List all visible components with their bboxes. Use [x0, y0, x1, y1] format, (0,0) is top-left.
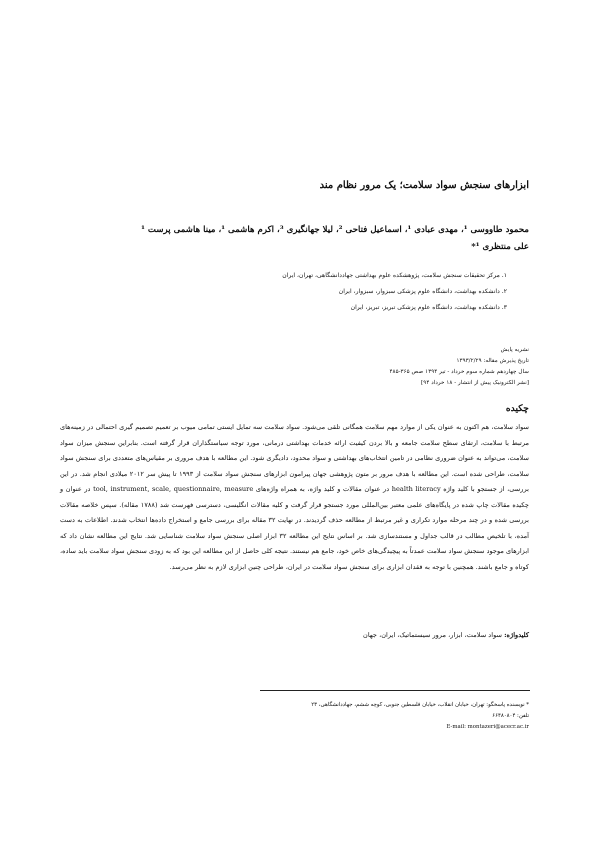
- article-info: [59, 345, 529, 389]
- keywords: [59, 631, 529, 639]
- acceptance-date: تاریخ پذیرش مقاله: ۱۳۹۳/۲/۲۹: [456, 358, 529, 364]
- keywords-label: کلیدواژه:: [504, 631, 529, 639]
- paper-title: ابزارهای سنجش سواد سلامت؛ یک مرور نظام مند: [319, 180, 529, 191]
- abstract-text-1: سواد سلامت، هم اکنون به عنوان یکی از موارد مهم سلامت همگانی تلقی می‌شود. سواد سلامت سه تمایل ایستی تمامی میوب بر تعمیم تصمیم گیری احتمالی در زمینه‌های مرتبط با سلامت، ارتقای سطح سلامت جامعه و بالا بردن کیفیت ارائه خدمات بهداشتی درمانی، مورد توجه سیاستگذاران قرار گرفته است. بنابراین سنجش میزان سواد سلامت، می‌تواند به عنوان ضروری نظامی در تامین انتخاب‌های بهداشتی و سواد محدود، دادیگری شود. این مطالعه با هدف مروری بر مقیاس‌های متعددی برای سنجش سواد سلامت، طراحی شده است. این مطالعه با هدف مرور بر متون پژوهشی جهان پیرامون ابزارهای سنجش سواد سلامت از ۱۹۹۳ تا پیش سر ۲۰۱۲ میلادی انجام شد.: [60, 423, 529, 478]
- abstract-heading: چکیده: [505, 403, 529, 414]
- abstract-text-2: در این بررسی، از جستجو با کلید واژه: [60, 469, 529, 493]
- online-publication: [نشر الکترونیک پیش از انتشار - ۱۸ خرداد ۹۴]: [421, 380, 529, 386]
- authors-line-2: علی منتظری ¹*: [471, 242, 529, 252]
- keywords-list: سواد سلامت، ابزار، مرور سیستماتیک، ایران، جهان: [363, 631, 503, 639]
- abstract-body: [60, 420, 529, 575]
- corresponding-author-address: * نویسنده پاسخگو: تهران، خیابان انقلاب، خیابان فلسطین جنوبی، کوچه ششم، جهاددانشگاهی، ۲۳: [311, 702, 529, 708]
- affiliation-3: ۳. دانشکده بهداشت، دانشگاه علوم پزشکی تبریز، تبریز، ایران: [350, 304, 507, 311]
- journal-name: نشریه پایش: [500, 347, 529, 353]
- affiliations: [67, 268, 507, 316]
- affiliation-2: ۲. دانشکده بهداشت، دانشگاه علوم پزشکی سبزوار، سبزوار، ایران: [338, 288, 507, 295]
- abstract-english-terms: tool, instrument, scale, questionnaire, measure: [93, 485, 254, 493]
- affiliation-1: ۱. مرکز تحقیقات سنجش سلامت، پژوهشکده علوم بهداشتی جهاددانشگاهی، تهران، ایران: [282, 272, 507, 279]
- footnote-divider: [260, 690, 530, 691]
- author-list: [59, 222, 529, 256]
- abstract-english-term: health literacy: [391, 485, 441, 493]
- abstract-text-3: در عنوان مقالات و کلید واژه، به همراه واژه‌های: [255, 485, 390, 493]
- footnotes: [229, 700, 529, 733]
- corresponding-author-phone: تلفن: ۶۶۴۸۰۸۰۴: [492, 713, 529, 719]
- authors-line-1: محمود طاووسی ¹، مهدی عبادی ¹، اسماعیل فتاحی ²، لیلا جهانگیری ³، اکرم هاشمی ¹، مینا هاشمی پرست ¹: [141, 225, 529, 235]
- corresponding-author-email: E-mail: montazeri@acecr.ac.ir: [446, 724, 529, 730]
- issue-info: سال چهاردهم شماره سوم خرداد - تیر ۱۳۹۴ صص ۳۶۵-۴۸۵: [389, 369, 529, 375]
- abstract-text-4: در عنوان و چکیده مقالات چاپ شده در پایگاه‌های علمی معتبر بین‌المللی مورد جستجو قرار گرفت و کلیه مقالات انگلیسی، دسترسی فهرست شد (۱۷۸۸ مقاله). سپس خلاصه مقالات بررسی شده و در چند مرحله موارد تکراری و غیر مرتبط از مطالعه حذف گردیدند. در نهایت ۳۲ مقاله برای بررسی جامع و استخراج داده‌ها انتخاب شدند. اطلاعات به دست آمده، با تلخیص مطالب در قالب جداول و مستندسازی شد. بر اساس نتایج این مطالعه ۳۲ ابزار اصلی سنجش سواد سلامت شناسایی شد. نتایج این مطالعه نشان داد که ابزارهای موجود سنجش سواد سلامت عمدتاً به پیچیدگی‌های خاص خود، جامع هم نیستند. نتیجه کلی حاصل از این مطالعه این بود که به زودی سنجش سواد سلامت باید ساده، کوتاه و جامع باشند. همچنین با توجه به فقدان ابزاری برای سنجش سواد سلامت در ایران، طراحی چنین ابزاری لازم به نظر می‌رسد.: [60, 485, 529, 571]
